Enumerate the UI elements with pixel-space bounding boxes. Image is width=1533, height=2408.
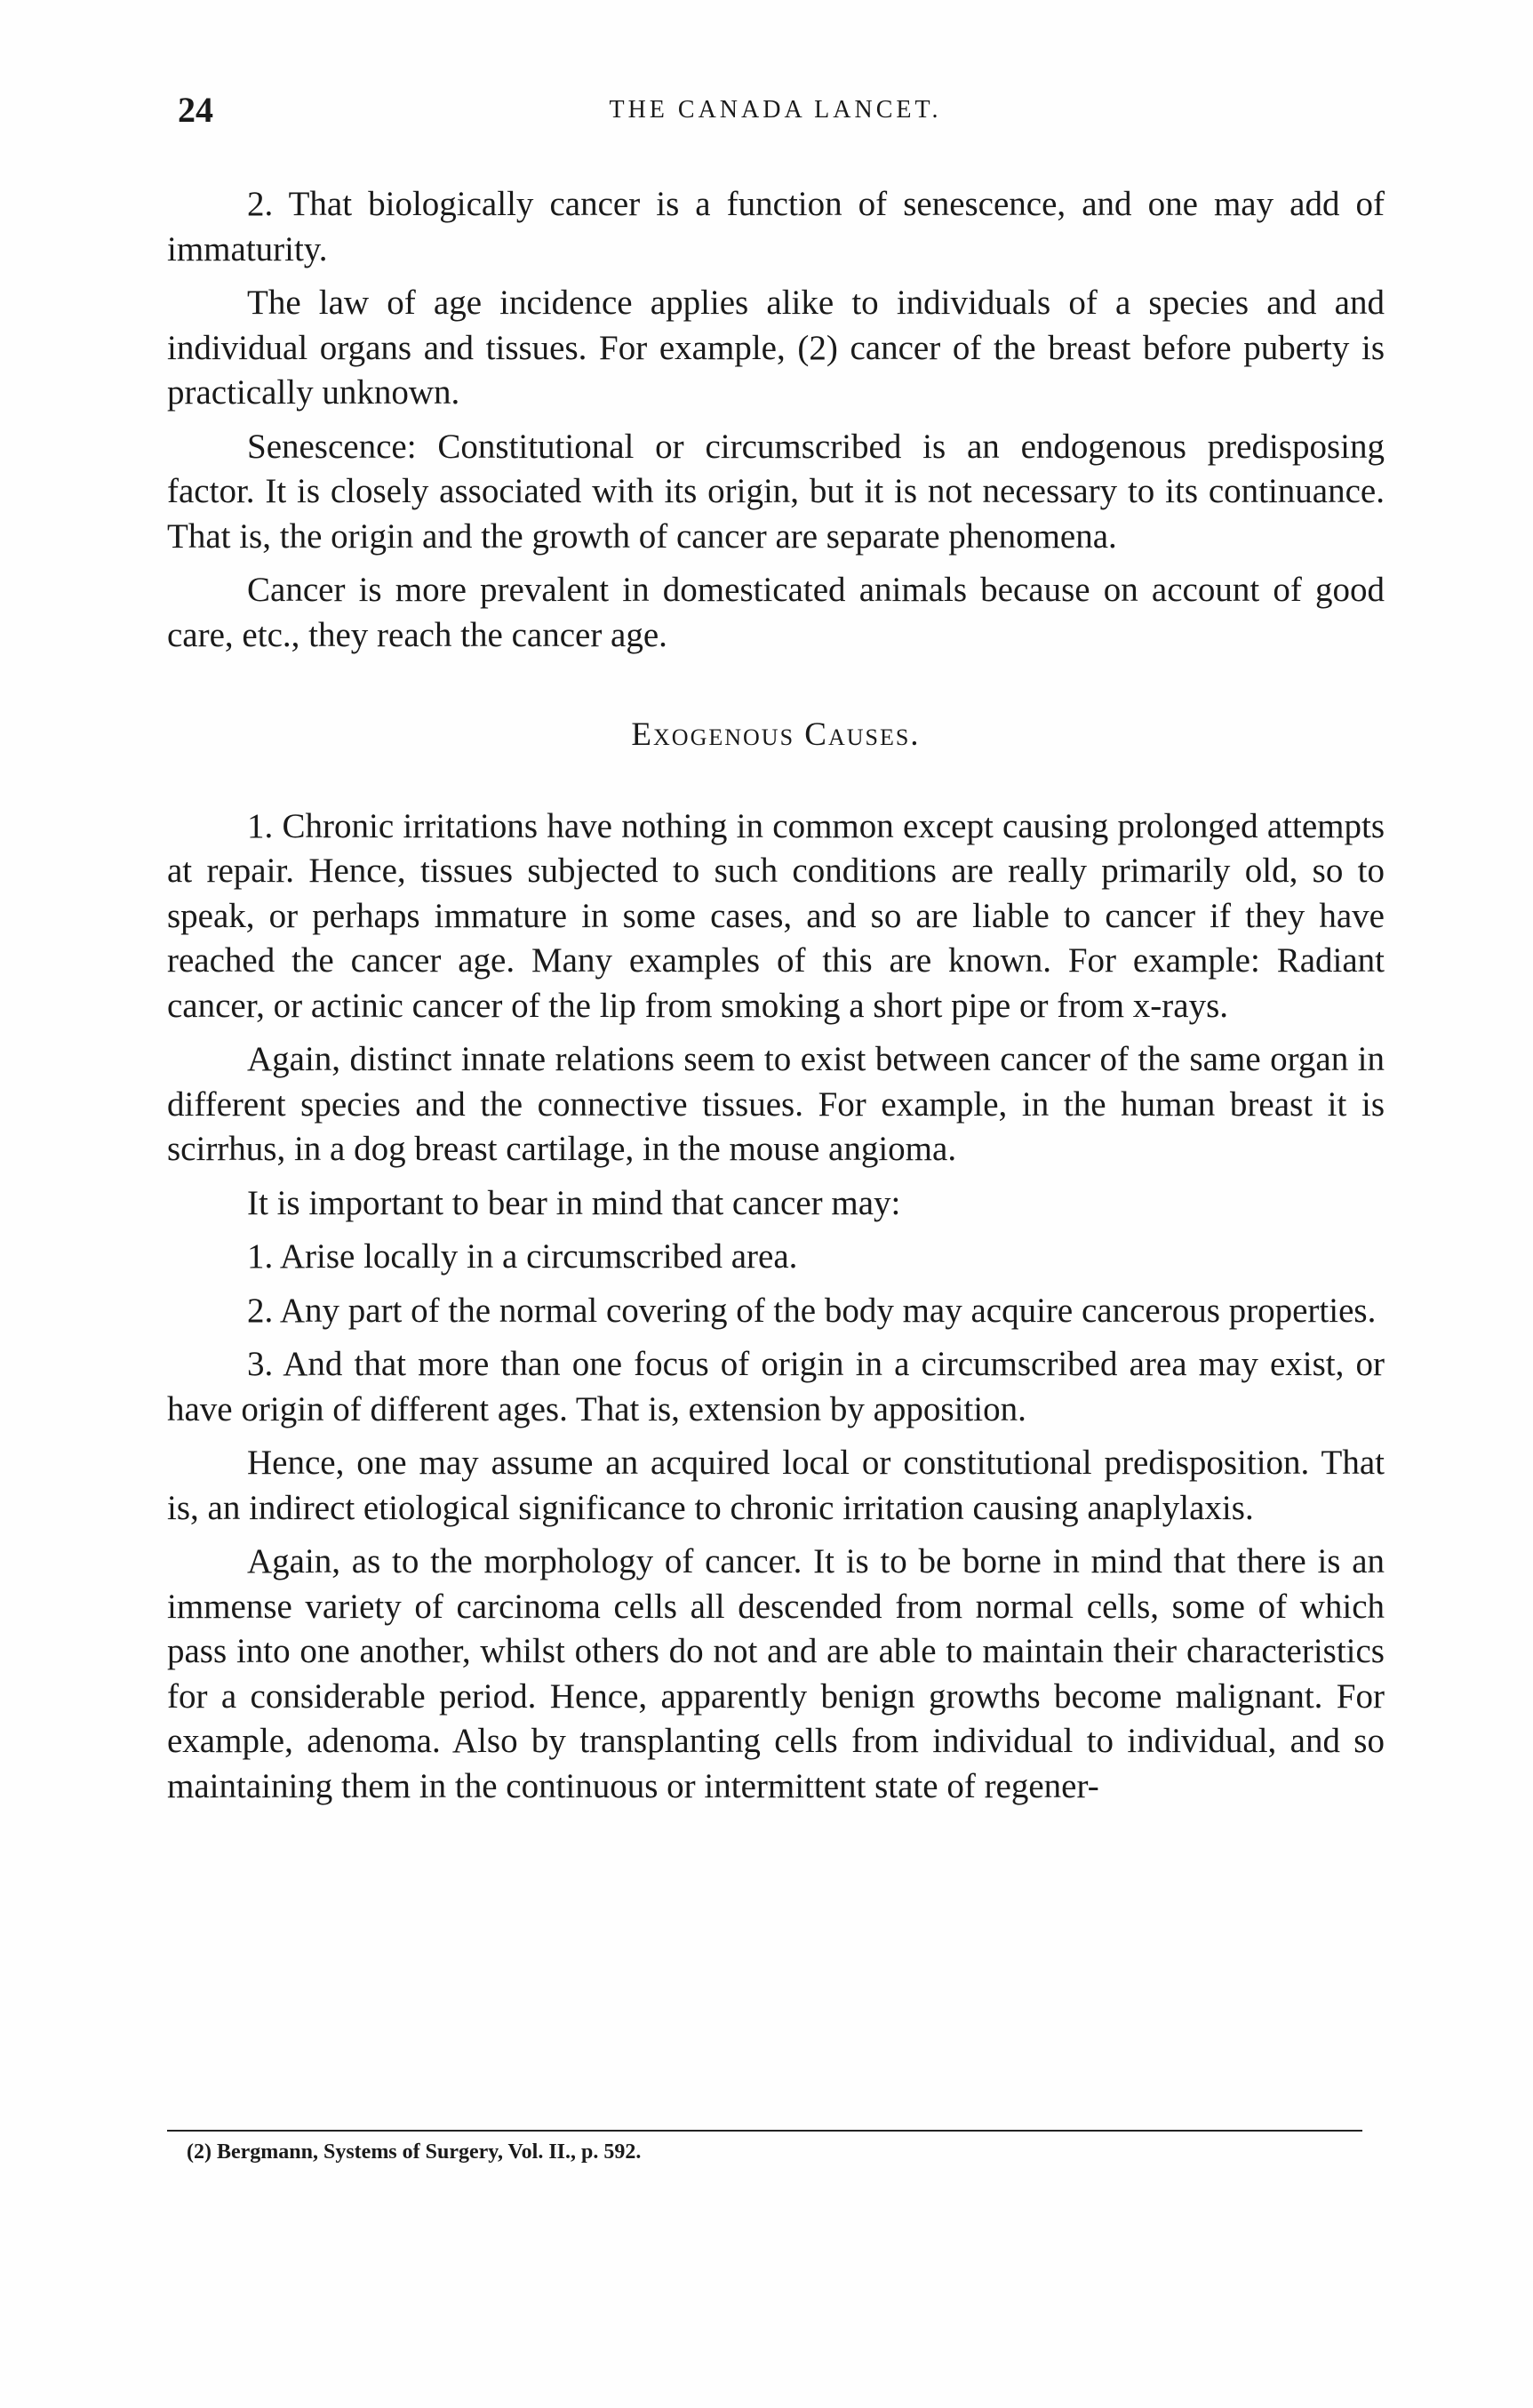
paragraph: Again, distinct innate relations seem to exist between cancer of the same organ in different species and the connective tissues. For example, in the human breast it is scirrhus, in a dog breast cartilage, in the mouse angioma. — [167, 1040, 1385, 1168]
paragraph: Cancer is more prevalent in domesticated animals because on account of good care, etc., they reach the cancer age. — [167, 571, 1385, 654]
page-number: 24 — [178, 90, 213, 130]
paragraph: 1. Chronic irritations have nothing in common except causing prolonged attempts at repair. Hence, tissues subjected to such conditions are really primarily old, so to speak, or perhaps immature in some cases, and so are liable to cancer if they have reached the cancer age. Many examples of this are known. For example: Radiant cancer, or actinic cancer of the lip from smoking a short pipe or from x-rays. — [167, 806, 1385, 1025]
body-text — [167, 182, 1385, 1818]
footnote: (2) Bergmann, Systems of Surgery, Vol. II., p. 592. — [187, 2140, 642, 2164]
paragraph: 2. That biologically cancer is a function of senescence, and one may add of immaturity. — [167, 185, 1385, 268]
paragraph: It is important to bear in mind that cancer may: — [247, 1183, 901, 1222]
footnote-divider — [167, 2130, 1362, 2132]
list-item: 2. Any part of the normal covering of the body may acquire cancerous properties. — [247, 1291, 1377, 1330]
paragraph: Hence, one may assume an acquired local or constitutional predisposition. That is, an indirect etiological significance to chronic irritation causing anaplylaxis. — [167, 1444, 1385, 1527]
paragraph: Senescence: Constitutional or circumscribed is an endogenous predisposing factor. It is closely associated with its origin, but it is not necessary to its continuance. That is, the origin and the growth of cancer are separate phenomena. — [167, 427, 1385, 556]
list-item: 1. Arise locally in a circumscribed area. — [247, 1237, 798, 1276]
paragraph: The law of age incidence applies alike to individuals of a species and and individual organs and tissues. For example, (2) cancer of the breast before puberty is practically unknown. — [167, 284, 1385, 412]
running-title: THE CANADA LANCET. — [609, 96, 942, 124]
section-heading: Exogenous Causes. — [631, 716, 921, 753]
list-item: 3. And that more than one focus of origin in a circumscribed area may exist, or have origin of different ages. That is, extension by apposition. — [167, 1345, 1385, 1428]
page-header — [178, 89, 1373, 142]
paragraph: Again, as to the morphology of cancer. It is to be borne in mind that there is an immense variety of carcinoma cells all descended from normal cells, some of which pass into one another, whilst others do not and are able to maintain their characteristics for a considerable period. Hence, apparently benign growths become malignant. For example, adenoma. Also by transplanting cells from individual to individual, and so maintaining them in the continuous or intermittent state of regener- — [167, 1542, 1385, 1805]
